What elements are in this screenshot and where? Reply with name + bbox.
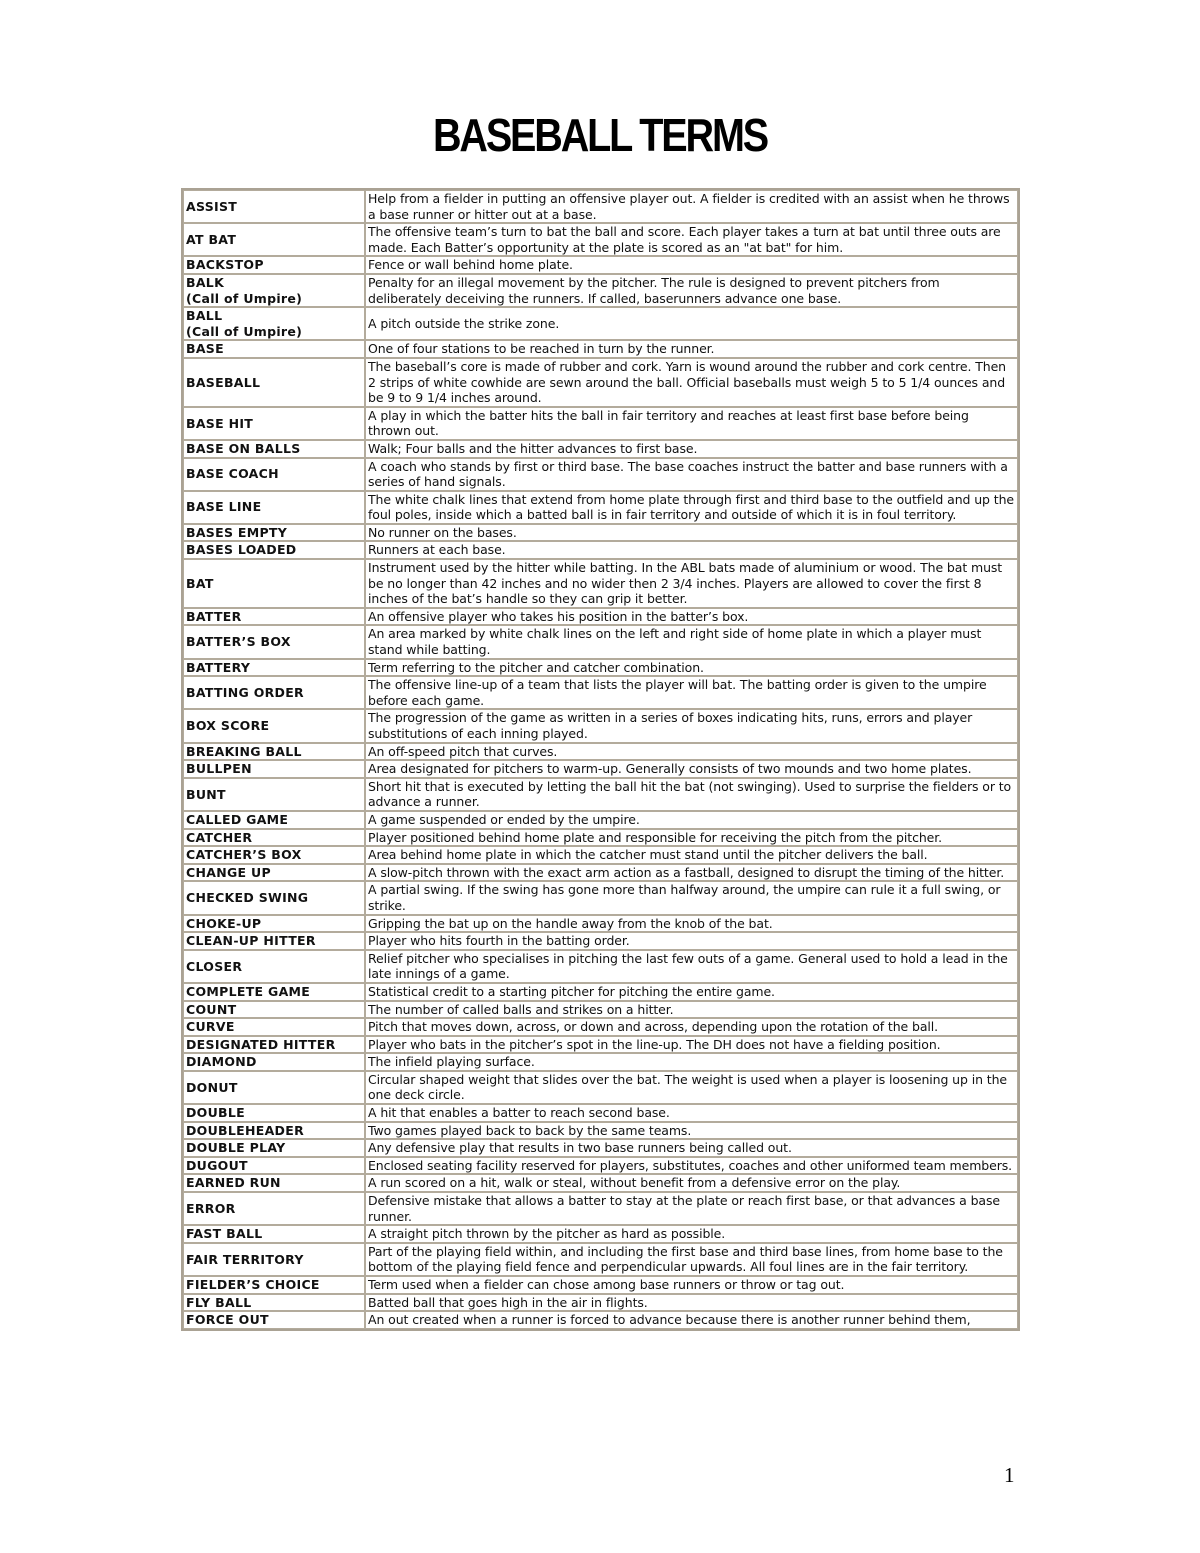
- definition-cell: Enclosed seating facility reserved for players, substitutes, coaches and other uniformed team members.: [365, 1157, 1018, 1175]
- definition-cell: Player who hits fourth in the batting order.: [365, 932, 1018, 950]
- term-cell: BALL (Call of Umpire): [183, 307, 365, 340]
- term-cell: COUNT: [183, 1001, 365, 1019]
- definition-cell: A run scored on a hit, walk or steal, without benefit from a defensive error on the play.: [365, 1174, 1018, 1192]
- definition-cell: An offensive player who takes his position in the batter’s box.: [365, 608, 1018, 626]
- table-row: [183, 932, 1018, 950]
- definition-cell: An off-speed pitch that curves.: [365, 743, 1018, 761]
- table-row: [183, 864, 1018, 882]
- term-cell: CLOSER: [183, 950, 365, 983]
- definition-cell: The offensive team’s turn to bat the ball and score. Each player takes a turn at bat until three outs are made. Each Batter’s opportunity at the plate is scored as an "at bat" for him.: [365, 223, 1018, 256]
- definition-cell: A pitch outside the strike zone.: [365, 307, 1018, 340]
- term-cell: BAT: [183, 559, 365, 608]
- term-cell: BUNT: [183, 778, 365, 811]
- table-row: [183, 1104, 1018, 1122]
- table-row: [183, 358, 1018, 407]
- definition-cell: Defensive mistake that allows a batter to stay at the plate or reach first base, or that advances a base runner.: [365, 1192, 1018, 1225]
- definition-cell: The progression of the game as written in a series of boxes indicating hits, runs, errors and player substitutions of each inning played.: [365, 709, 1018, 742]
- term-cell: BATTING ORDER: [183, 676, 365, 709]
- table-row: [183, 1053, 1018, 1071]
- term-cell: BASE: [183, 340, 365, 358]
- table-row: [183, 1018, 1018, 1036]
- table-row: [183, 524, 1018, 542]
- term-cell: CALLED GAME: [183, 811, 365, 829]
- table-row: [183, 274, 1018, 307]
- term-cell: AT BAT: [183, 223, 365, 256]
- definition-cell: Circular shaped weight that slides over the bat. The weight is used when a player is loosening up in the one deck circle.: [365, 1071, 1018, 1104]
- definition-cell: Term referring to the pitcher and catcher combination.: [365, 659, 1018, 677]
- term-cell: FIELDER’S CHOICE: [183, 1276, 365, 1294]
- page-title: BASEBALL TERMS: [432, 109, 768, 161]
- term-cell: CHANGE UP: [183, 864, 365, 882]
- term-cell: FAIR TERRITORY: [183, 1243, 365, 1276]
- table-row: [183, 541, 1018, 559]
- definition-cell: Any defensive play that results in two base runners being called out.: [365, 1139, 1018, 1157]
- term-cell: BASES EMPTY: [183, 524, 365, 542]
- table-row: [183, 340, 1018, 358]
- definition-cell: Part of the playing field within, and including the first base and third base lines, from home base to the bottom of the playing field fence and perpendicular upwards. All foul lines are in the fair territory.: [365, 1243, 1018, 1276]
- table-row: [183, 1071, 1018, 1104]
- table-row: [183, 1225, 1018, 1243]
- table-row: [183, 458, 1018, 491]
- table-row: [183, 440, 1018, 458]
- table-row: [183, 983, 1018, 1001]
- table-row: [183, 1311, 1018, 1329]
- definition-cell: The white chalk lines that extend from home plate through first and third base to the outfield and up the foul poles, inside which a batted ball is in fair territory and outside of which it is in foul territory.: [365, 491, 1018, 524]
- definition-cell: Fence or wall behind home plate.: [365, 256, 1018, 274]
- table-row: [183, 829, 1018, 847]
- table-row: [183, 659, 1018, 677]
- term-cell: COMPLETE GAME: [183, 983, 365, 1001]
- definition-cell: A play in which the batter hits the ball in fair territory and reaches at least first base before being thrown out.: [365, 407, 1018, 440]
- definition-cell: A partial swing. If the swing has gone more than halfway around, the umpire can rule it a full swing, or strike.: [365, 881, 1018, 914]
- term-cell: FAST BALL: [183, 1225, 365, 1243]
- table-row: [183, 1174, 1018, 1192]
- table-row: [183, 743, 1018, 761]
- term-cell: DONUT: [183, 1071, 365, 1104]
- definition-cell: Area behind home plate in which the catcher must stand until the pitcher delivers the ball.: [365, 846, 1018, 864]
- table-row: [183, 915, 1018, 933]
- term-cell: CATCHER: [183, 829, 365, 847]
- table-row: [183, 1139, 1018, 1157]
- definition-cell: Two games played back to back by the same teams.: [365, 1122, 1018, 1140]
- definition-cell: One of four stations to be reached in turn by the runner.: [365, 340, 1018, 358]
- definition-cell: Pitch that moves down, across, or down and across, depending upon the rotation of the ball.: [365, 1018, 1018, 1036]
- definition-cell: The offensive line-up of a team that lists the player will bat. The batting order is given to the umpire before each game.: [365, 676, 1018, 709]
- term-cell: DOUBLE: [183, 1104, 365, 1122]
- definition-cell: Runners at each base.: [365, 541, 1018, 559]
- table-row: [183, 881, 1018, 914]
- definition-cell: A slow-pitch thrown with the exact arm action as a fastball, designed to disrupt the timing of the hitter.: [365, 864, 1018, 882]
- term-cell: BATTER’S BOX: [183, 625, 365, 658]
- definition-cell: Relief pitcher who specialises in pitching the last few outs of a game. General used to hold a lead in the late innings of a game.: [365, 950, 1018, 983]
- table-row: [183, 1001, 1018, 1019]
- definition-cell: A game suspended or ended by the umpire.: [365, 811, 1018, 829]
- term-cell: BATTERY: [183, 659, 365, 677]
- term-cell: BASE HIT: [183, 407, 365, 440]
- glossary-table: [181, 188, 1020, 1331]
- definition-cell: Player positioned behind home plate and responsible for receiving the pitch from the pitcher.: [365, 829, 1018, 847]
- definition-cell: The infield playing surface.: [365, 1053, 1018, 1071]
- term-cell: DOUBLE PLAY: [183, 1139, 365, 1157]
- definition-cell: Instrument used by the hitter while batting. In the ABL bats made of aluminium or wood. The bat must be no longer than 42 inches and no wider then 2 3/4 inches. Players are allowed to cover the first 8 inches of the bat’s handle so they can grip it better.: [365, 559, 1018, 608]
- definition-cell: Short hit that is executed by letting the ball hit the bat (not swinging). Used to surprise the fielders or to advance a runner.: [365, 778, 1018, 811]
- term-cell: BULLPEN: [183, 760, 365, 778]
- definition-cell: Statistical credit to a starting pitcher for pitching the entire game.: [365, 983, 1018, 1001]
- table-row: [183, 811, 1018, 829]
- definition-cell: No runner on the bases.: [365, 524, 1018, 542]
- table-row: [183, 223, 1018, 256]
- term-cell: ERROR: [183, 1192, 365, 1225]
- term-cell: BOX SCORE: [183, 709, 365, 742]
- table-row: [183, 950, 1018, 983]
- table-row: [183, 1294, 1018, 1312]
- term-cell: BASE ON BALLS: [183, 440, 365, 458]
- definition-cell: Area designated for pitchers to warm-up. Generally consists of two mounds and two home plates.: [365, 760, 1018, 778]
- term-cell: BASES LOADED: [183, 541, 365, 559]
- definition-cell: An out created when a runner is forced to advance because there is another runner behind them,: [365, 1311, 1018, 1329]
- table-row: [183, 307, 1018, 340]
- definition-cell: The baseball’s core is made of rubber and cork. Yarn is wound around the rubber and cork centre. Then 2 strips of white cowhide are sewn around the ball. Official baseballs must weigh 5 to 5 1/4 ounces and be 9 to 9 1/4 inches around.: [365, 358, 1018, 407]
- term-cell: BASE LINE: [183, 491, 365, 524]
- definition-cell: Help from a fielder in putting an offensive player out. A fielder is credited with an assist when he throws a base runner or hitter out at a base.: [365, 190, 1018, 223]
- term-cell: BASE COACH: [183, 458, 365, 491]
- definition-cell: Player who bats in the pitcher’s spot in the line-up. The DH does not have a fielding position.: [365, 1036, 1018, 1054]
- definition-cell: A straight pitch thrown by the pitcher as hard as possible.: [365, 1225, 1018, 1243]
- term-cell: BALK (Call of Umpire): [183, 274, 365, 307]
- table-row: [183, 1243, 1018, 1276]
- definition-cell: Batted ball that goes high in the air in flights.: [365, 1294, 1018, 1312]
- glossary-body: [183, 190, 1018, 1329]
- term-cell: BREAKING BALL: [183, 743, 365, 761]
- table-row: [183, 1192, 1018, 1225]
- term-cell: CATCHER’S BOX: [183, 846, 365, 864]
- term-cell: DESIGNATED HITTER: [183, 1036, 365, 1054]
- table-row: [183, 491, 1018, 524]
- term-cell: ASSIST: [183, 190, 365, 223]
- term-cell: BASEBALL: [183, 358, 365, 407]
- term-cell: CLEAN-UP HITTER: [183, 932, 365, 950]
- definition-cell: The number of called balls and strikes on a hitter.: [365, 1001, 1018, 1019]
- term-cell: EARNED RUN: [183, 1174, 365, 1192]
- table-row: [183, 1157, 1018, 1175]
- page-number: 1: [1004, 1463, 1015, 1487]
- table-row: [183, 1036, 1018, 1054]
- term-cell: FLY BALL: [183, 1294, 365, 1312]
- table-row: [183, 407, 1018, 440]
- table-row: [183, 676, 1018, 709]
- definition-cell: An area marked by white chalk lines on the left and right side of home plate in which a player must stand while batting.: [365, 625, 1018, 658]
- term-cell: CURVE: [183, 1018, 365, 1036]
- definition-cell: Penalty for an illegal movement by the pitcher. The rule is designed to prevent pitchers from deliberately deceiving the runners. If called, baserunners advance one base.: [365, 274, 1018, 307]
- table-row: [183, 760, 1018, 778]
- table-row: [183, 256, 1018, 274]
- table-row: [183, 1122, 1018, 1140]
- definition-cell: Gripping the bat up on the handle away from the knob of the bat.: [365, 915, 1018, 933]
- table-row: [183, 190, 1018, 223]
- term-cell: DOUBLEHEADER: [183, 1122, 365, 1140]
- term-cell: CHECKED SWING: [183, 881, 365, 914]
- definition-cell: Walk; Four balls and the hitter advances to first base.: [365, 440, 1018, 458]
- definition-cell: A hit that enables a batter to reach second base.: [365, 1104, 1018, 1122]
- term-cell: BACKSTOP: [183, 256, 365, 274]
- table-row: [183, 1276, 1018, 1294]
- definition-cell: A coach who stands by first or third base. The base coaches instruct the batter and base runners with a series of hand signals.: [365, 458, 1018, 491]
- table-row: [183, 559, 1018, 608]
- term-cell: FORCE OUT: [183, 1311, 365, 1329]
- term-cell: DUGOUT: [183, 1157, 365, 1175]
- table-row: [183, 625, 1018, 658]
- table-row: [183, 608, 1018, 626]
- term-cell: CHOKE-UP: [183, 915, 365, 933]
- table-row: [183, 778, 1018, 811]
- term-cell: BATTER: [183, 608, 365, 626]
- definition-cell: Term used when a fielder can chose among base runners or throw or tag out.: [365, 1276, 1018, 1294]
- table-row: [183, 846, 1018, 864]
- table-row: [183, 709, 1018, 742]
- term-cell: DIAMOND: [183, 1053, 365, 1071]
